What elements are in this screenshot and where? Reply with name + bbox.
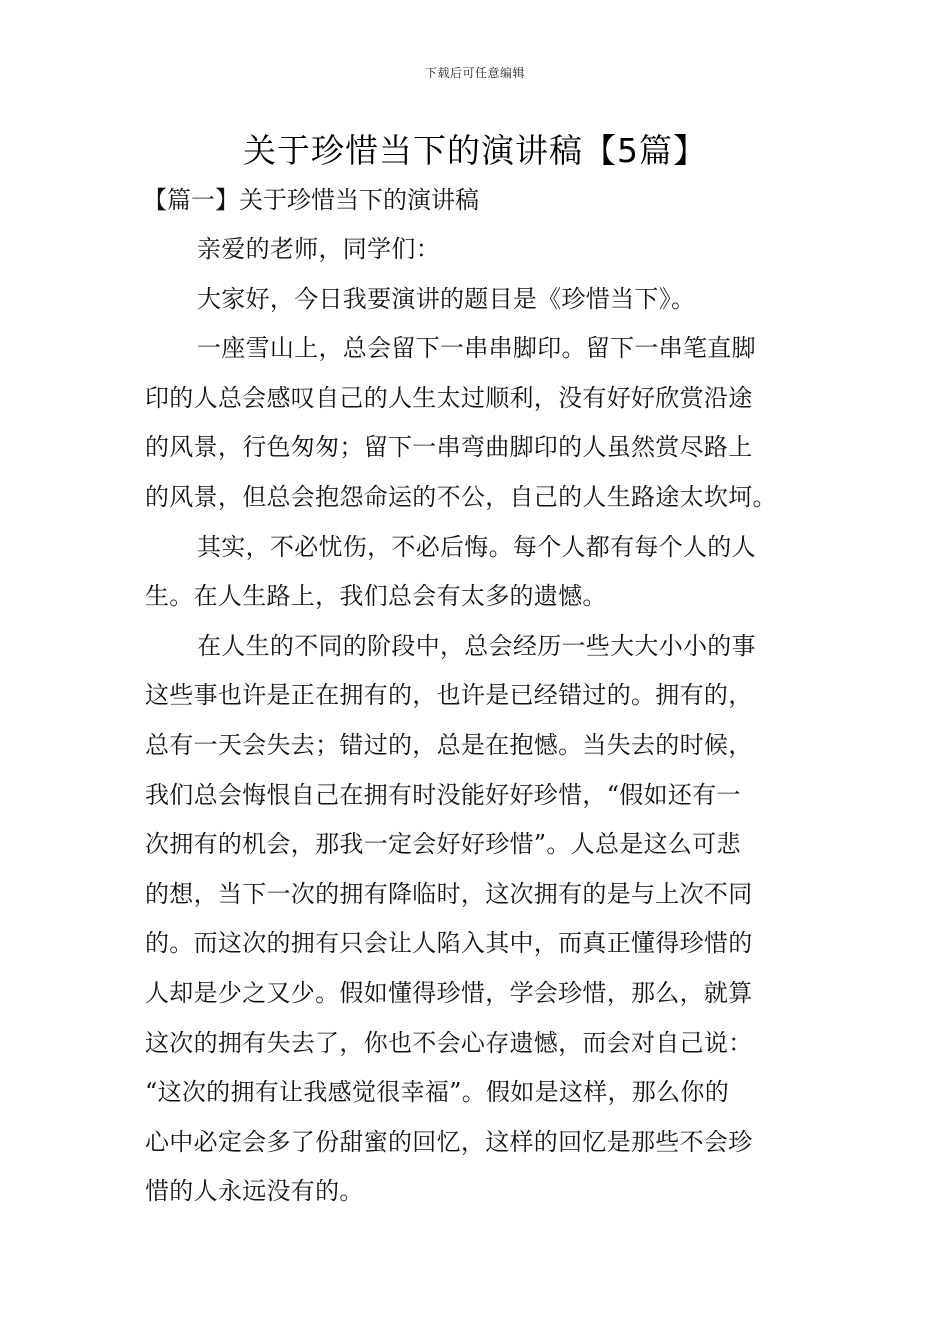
section-heading: 【篇一】关于珍惜当下的演讲稿 [143,186,479,214]
text-line: 这次的拥有失去了，你也不会心存遗憾，而会对自己说： [145,1028,753,1057]
text-line: 大家好，今日我要演讲的题目是《珍惜当下》。 [197,284,696,313]
text-line: 人却是少之又少。假如懂得珍惜，学会珍惜，那么，就算 [145,978,753,1007]
paragraph-opening [145,275,810,325]
text-line: 惜的人永远没有的。 [145,1177,364,1206]
text-line: 生。在人生路上，我们总会有太多的遗憾。 [145,582,607,611]
text-line: 在人生的不同的阶段中，总会经历一些大大小小的事 [197,631,756,660]
paragraph-cherish [145,622,810,1217]
text-line: 印的人总会感叹自己的人生太过顺利，没有好好欣赏沿途 [145,383,753,412]
text-line: 的风景，但总会抱怨命运的不公，自己的人生路途太坎坷。 [145,482,777,511]
text-line: 的风景，行色匆匆；留下一串弯曲脚印的人虽然赏尽路上 [145,433,753,462]
paragraph-snow-mountain [145,324,810,522]
document-body [145,225,810,1217]
paragraph-greeting [145,225,810,275]
text-line: 心中必定会多了份甜蜜的回忆，这样的回忆是那些不会珍 [145,1127,753,1156]
paragraph-no-regret [145,523,810,622]
text-line: 亲爱的老师，同学们： [197,235,440,263]
text-line: 次拥有的机会，那我一定会好好珍惜”。人总是这么可悲 [145,830,741,859]
text-line: 其实，不必忧伤，不必后悔。每个人都有每个人的人 [197,532,756,561]
text-line: “这次的拥有让我感觉很幸福”。假如是这样，那么你的 [145,1078,730,1107]
document-title: 关于珍惜当下的演讲稿【5篇】 [243,131,707,170]
text-line: 的想，当下一次的拥有降临时，这次拥有的是与上次不同 [145,879,753,908]
text-line: 一座雪山上，总会留下一串串脚印。留下一串笔直脚 [197,334,756,363]
text-line: 我们总会悔恨自己在拥有时没能好好珍惜，“假如还有一 [145,780,741,809]
text-line: 这些事也许是正在拥有的，也许是已经错过的。拥有的， [145,681,753,710]
text-line: 总有一天会失去；错过的，总是在抱憾。当失去的时候， [145,730,753,759]
text-line: 的。而这次的拥有只会让人陷入其中，而真正懂得珍惜的 [145,929,753,958]
document-header-note: 下载后可任意编辑 [424,66,525,80]
